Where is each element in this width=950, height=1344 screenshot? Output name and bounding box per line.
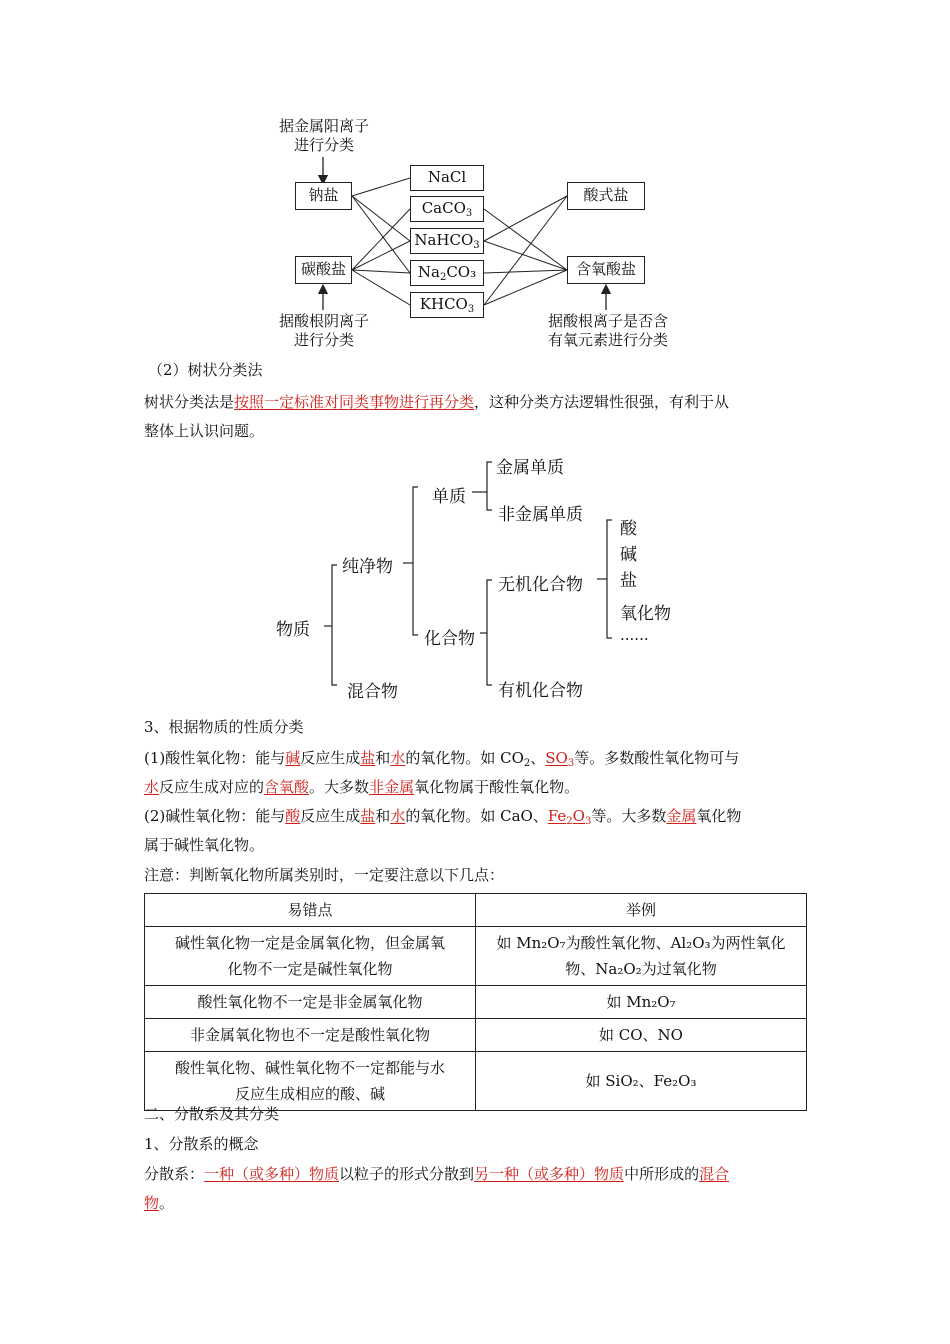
table-row: [145, 986, 807, 1019]
table-row: [145, 927, 807, 986]
table-cell: 酸性氧化物不一定是非金属氧化物: [145, 986, 476, 1019]
box-na2co3: $Na_2CO_3$: [410, 260, 484, 286]
tree-paragraph-line2: 整体上认识问题。: [144, 422, 265, 440]
tree-node-salt: 盐: [620, 571, 637, 591]
box-sodium-salt: 钠盐: [295, 182, 352, 210]
key-term: 按照一定标准对同类事物进行再分类: [234, 393, 475, 411]
basic-oxide-line2: 属于碱性氧化物。: [144, 836, 265, 854]
tree-node-pure: 纯净物: [342, 557, 393, 577]
box-nacl: NaCl: [410, 165, 484, 191]
tree-node-metal: 金属单质: [496, 458, 564, 478]
note-line: 注意：判断氧化物所属类别时，一定要注意以下几点：: [144, 866, 505, 884]
error-points-table: [144, 893, 807, 1111]
box-acid-salt: 酸式盐: [567, 182, 645, 210]
tree-brackets: [0, 440, 950, 710]
table-cell: 非金属氧化物也不一定是酸性氧化物: [145, 1019, 476, 1052]
tree-node-compound: 化合物: [424, 629, 475, 649]
tree-node-element: 单质: [432, 487, 466, 507]
box-caco3: CaCO$_3$: [410, 196, 484, 222]
box-nahco3: NaHCO$_3$: [410, 228, 484, 254]
table-cell: 酸性氧化物、碱性氧化物不一定都能与水 反应生成相应的酸、碱: [145, 1052, 476, 1111]
tree-node-more: ......: [620, 626, 649, 644]
table-row: [145, 1052, 807, 1111]
bottom-left-label: 据酸根阴离子 进行分类: [278, 312, 369, 349]
tree-paragraph-line1: [144, 392, 729, 412]
bottom-right-label: 据酸根离子是否含 有氧元素进行分类: [547, 312, 668, 349]
section2-heading: 二、分散系及其分类: [144, 1105, 280, 1123]
tree-node-matter: 物质: [276, 620, 310, 640]
box-carbonate: 碳酸盐: [295, 256, 352, 284]
tree-node-acid: 酸: [620, 519, 637, 539]
table-header: 举例: [476, 894, 807, 927]
text: ，这种分类方法逻辑性很强，有利于从: [474, 393, 730, 411]
table-cell: 如 Mn₂O₇为酸性氧化物、Al₂O₃为两性氧化 物、Na₂O₂为过氧化物: [476, 927, 807, 986]
table-row: [145, 1019, 807, 1052]
text: 树状分类法是: [144, 393, 235, 411]
dispersion-line1: 分散系：一种（或多种）物质以粒子的形式分散到另一种（或多种）物质中所形成的混合: [144, 1165, 730, 1183]
tree-heading: （2）树状分类法: [148, 361, 263, 379]
table-cell: 如 SiO₂、Fe₂O₃: [476, 1052, 807, 1111]
tree-node-base: 碱: [620, 545, 637, 565]
section2-subheading: 1、分散系的概念: [144, 1135, 259, 1153]
tree-node-inorganic: 无机化合物: [498, 575, 583, 595]
box-oxyacid-salt: 含氧酸盐: [567, 256, 645, 284]
table-cell: 如 Mn₂O₇: [476, 986, 807, 1019]
section3-heading: 3、根据物质的性质分类: [144, 718, 304, 736]
tree-node-organic: 有机化合物: [498, 681, 583, 701]
dispersion-line2: 物。: [144, 1194, 175, 1212]
table-cell: 如 CO、NO: [476, 1019, 807, 1052]
tree-node-oxide: 氧化物: [620, 604, 671, 624]
tree-node-mixture: 混合物: [347, 682, 398, 702]
acidic-oxide-line2: 水反应生成对应的含氧酸。大多数非金属氧化物属于酸性氧化物。: [144, 778, 580, 796]
tree-node-nonmetal: 非金属单质: [498, 505, 583, 525]
basic-oxide-line1: (2)碱性氧化物：能与酸反应生成盐和水的氧化物。如 CaO、$Fe_2O_3$等。大多数金属氧化物: [144, 807, 742, 827]
table-header: 易错点: [145, 894, 476, 927]
table-cell: 碱性氧化物一定是金属氧化物，但金属氧 化物不一定是碱性氧化物: [145, 927, 476, 986]
acidic-oxide-line1: (1)酸性氧化物：能与碱反应生成盐和水的氧化物。如 $CO_2$、$SO_3$等。多数酸性氧化物可与: [144, 749, 740, 769]
table-header-row: [145, 894, 807, 927]
box-khco3: $KHCO_3$: [410, 292, 484, 318]
top-left-label: 据金属阳离子 进行分类: [278, 117, 369, 154]
